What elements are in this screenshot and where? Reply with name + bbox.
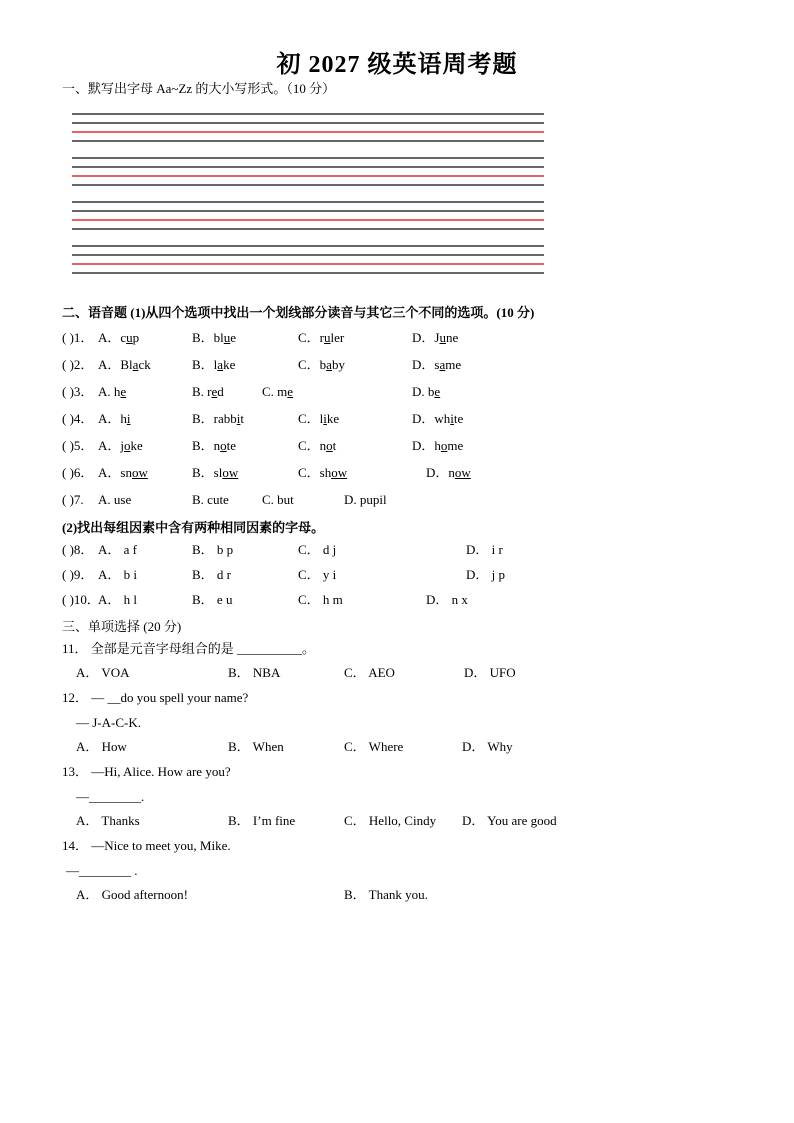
page-title: 初 2027 级英语周考题 [276,52,518,78]
question-number: ( )2． [62,357,94,372]
option-a[interactable]: A. he [98,384,127,399]
phonics-question-4 [62,410,582,428]
option-c[interactable]: C． Hello, Cindy [344,813,437,828]
option-b[interactable]: B． d r [192,567,232,582]
option-c[interactable]: C．baby [298,357,345,372]
option-d[interactable]: D. pupil [344,492,387,507]
phonics-question-5 [62,437,582,455]
option-b[interactable]: B． Thank you. [344,887,428,902]
phonics-question-3 [62,383,582,401]
question-number: ( )5． [62,438,94,453]
question-number: ( )10． [62,592,100,607]
question-12-options [62,738,582,756]
option-b[interactable]: B． NBA [228,665,281,680]
option-c[interactable]: C．not [298,438,337,453]
option-a[interactable]: A． VOA [76,665,130,680]
option-a[interactable]: A． How [76,739,127,754]
option-c[interactable]: C．ruler [298,330,345,345]
option-b[interactable]: B．lake [192,357,236,372]
letter-question-9 [62,566,582,584]
question-number: ( )3． [62,384,94,399]
option-d[interactable]: D．now [426,465,471,480]
option-c[interactable]: C． AEO [344,665,395,680]
option-d[interactable]: D． UFO [464,665,516,680]
question-13-reply: —________. [76,789,145,804]
section3-heading: 三、单项选择 (20 分) [62,619,182,634]
option-b[interactable]: B. cute [192,492,229,507]
question-12-reply: — J-A-C-K. [76,715,141,730]
option-a[interactable]: A． Good afternoon! [76,887,188,902]
option-b[interactable]: B． When [228,739,284,754]
option-c[interactable]: C． y i [298,567,337,582]
section1-heading: 一、默写出字母 Aa~Zz 的大小写形式。（10 分） [62,81,336,96]
option-b[interactable]: B. red [192,384,224,399]
question-13-stem: 13． —Hi, Alice. How are you? [62,764,231,779]
question-number: ( )8． [62,542,94,557]
option-a[interactable]: A． h l [98,592,138,607]
option-d[interactable]: D．white [412,411,464,426]
option-d[interactable]: D．June [412,330,459,345]
option-a[interactable]: A． a f [98,542,137,557]
option-a[interactable]: A．cup [98,330,140,345]
option-b[interactable]: B． e u [192,592,233,607]
option-a[interactable]: A．snow [98,465,148,480]
option-b[interactable]: B．note [192,438,237,453]
option-b[interactable]: B． I’m fine [228,813,296,828]
option-b[interactable]: B．blue [192,330,237,345]
question-number: ( )4． [62,411,94,426]
option-a[interactable]: A. use [98,492,132,507]
question-14-stem: 14． —Nice to meet you, Mike. [62,838,231,853]
phonics-question-1 [62,329,582,347]
option-d[interactable]: D． i r [466,542,503,557]
section2-heading: 二、语音题 (1)从四个选项中找出一个划线部分读音与其它三个不同的选项。(10 分) [62,305,535,320]
option-c[interactable]: C． Where [344,739,404,754]
option-a[interactable]: A．joke [98,438,143,453]
letter-question-10 [62,591,582,609]
phonics-question-2 [62,356,582,374]
option-d[interactable]: D． j p [466,567,506,582]
option-c[interactable]: C. me [262,384,294,399]
question-11-options [62,664,582,682]
question-number: ( )7. [62,492,84,507]
option-b[interactable]: B．rabbit [192,411,245,426]
question-14-options [62,886,582,904]
option-d[interactable]: D. be [412,384,441,399]
option-a[interactable]: A． b i [98,567,138,582]
question-12-stem: 12． — __do you spell your name? [62,690,249,705]
option-d[interactable]: D．same [412,357,462,372]
option-c[interactable]: C. but [262,492,294,507]
option-c[interactable]: C．like [298,411,340,426]
option-a[interactable]: A．Black [98,357,151,372]
option-a[interactable]: A．hi [98,411,131,426]
option-d[interactable]: D． You are good [462,813,557,828]
question-number: ( )9． [62,567,94,582]
question-11-stem: 11． 全部是元音字母组合的是 __________。 [62,641,316,656]
option-c[interactable]: C． d j [298,542,337,557]
question-number: ( )1． [62,330,94,345]
option-c[interactable]: C． h m [298,592,343,607]
phonics-question-6 [62,464,582,482]
option-d[interactable]: D．home [412,438,464,453]
option-a[interactable]: A． Thanks [76,813,140,828]
question-14-reply: —________ . [66,863,138,878]
letter-question-8 [62,541,582,559]
phonics-question-7 [62,491,582,509]
handwriting-guide-lines[interactable] [72,110,550,280]
question-13-options [62,812,582,830]
option-b[interactable]: B．slow [192,465,239,480]
option-d[interactable]: D． n x [426,592,468,607]
option-d[interactable]: D． Why [462,739,513,754]
option-c[interactable]: C．show [298,465,348,480]
section2-subheading: (2)找出每组因素中含有两种相同因素的字母。 [62,520,325,535]
question-number: ( )6． [62,465,94,480]
option-b[interactable]: B． b p [192,542,234,557]
